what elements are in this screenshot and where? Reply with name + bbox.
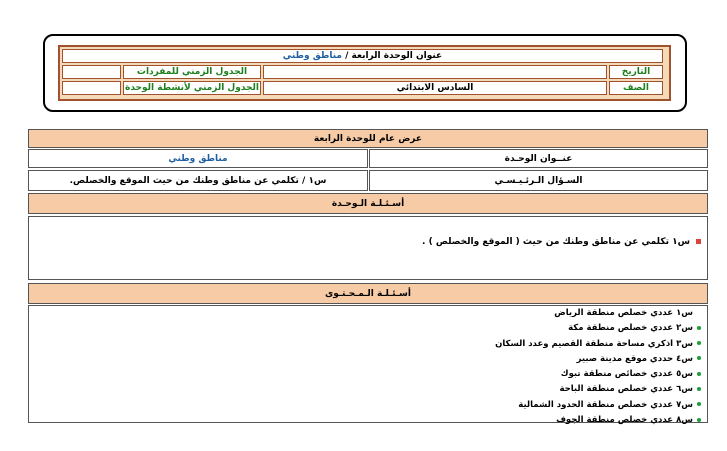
content-question-text: س٥ عددي خصائص منطقة تبوك bbox=[560, 369, 693, 380]
bullet-dot-icon bbox=[697, 356, 701, 360]
content-question-text: س٢ عددي خصلص منطقة مكة bbox=[568, 323, 693, 334]
class-value: السادس الابتدائي bbox=[263, 81, 607, 95]
content-questions-list bbox=[495, 306, 701, 428]
bullet-dot-icon bbox=[697, 418, 701, 422]
content-question-item bbox=[495, 337, 701, 352]
bullet-square-icon bbox=[696, 239, 701, 244]
unit-title-prefix: عنوان الوحدة الرابعة / bbox=[341, 51, 443, 61]
content-question-text: س٣ اذكري مساحة منطقة القصيم وعدد السكان bbox=[495, 338, 693, 349]
unit-label: عنــوان الوحـدة bbox=[369, 149, 708, 168]
activities-value bbox=[62, 81, 121, 95]
activities-label: الجدول الزمني لأنشطة الوحدة bbox=[123, 81, 261, 95]
unit-question-item bbox=[422, 237, 701, 247]
unit-question-text: س١ تكلمي عن مناطق وطنك من حيث ( الموقع والخصلص ) . bbox=[422, 237, 690, 247]
content-question-item bbox=[495, 352, 701, 367]
unit-title-name: مناطق وطني bbox=[282, 51, 342, 61]
unit-value: مناطق وطني bbox=[28, 149, 368, 168]
date-label: التاريخ bbox=[609, 65, 663, 79]
class-label: الصف bbox=[609, 81, 663, 95]
unit-title bbox=[62, 49, 663, 63]
unit-questions-box bbox=[28, 216, 708, 280]
bullet-dot-icon bbox=[697, 372, 701, 376]
content-question-text: س٨ عددي خصلص منطقة الجوف bbox=[556, 415, 693, 426]
schedule-label: الجدول الزمني للمفردات bbox=[123, 65, 261, 79]
bullet-dot-icon bbox=[697, 402, 701, 406]
overview-title: عرض عام للوحدة الرابعة bbox=[28, 129, 708, 148]
header-table bbox=[58, 45, 671, 101]
content-question-text: س٦ عددي خصلص منطقة الباحة bbox=[559, 384, 693, 395]
main-question-value: س١ / تكلمي عن مناطق وطنك من حيث الموقع والخصلص. bbox=[28, 170, 368, 191]
content-question-item bbox=[495, 367, 701, 382]
content-question-item bbox=[495, 382, 701, 397]
content-question-item bbox=[495, 306, 701, 321]
content-questions-title: أسـئـلـة الـمـحـتـوى bbox=[28, 283, 708, 304]
bullet-dot-icon bbox=[697, 326, 701, 330]
bullet-dot-icon bbox=[697, 341, 701, 345]
bullet-dot-icon bbox=[697, 387, 701, 391]
main-question-label: السـؤال الـرئـيـسـي bbox=[369, 170, 708, 191]
content-question-item bbox=[495, 321, 701, 336]
content-question-item bbox=[495, 413, 701, 428]
schedule-value bbox=[62, 65, 121, 79]
content-question-item bbox=[495, 398, 701, 413]
content-question-text: س١ عددي خصلص منطقة الرياض bbox=[554, 308, 693, 318]
content-questions-box bbox=[28, 305, 708, 426]
unit-questions-title: أسـئـلـة الـوحـدة bbox=[28, 193, 708, 214]
content-question-text: س٧ عددي خصلص منطقة الحدود الشمالية bbox=[518, 399, 693, 410]
date-value bbox=[263, 65, 607, 79]
content-question-text: س٤ حددي موقع مدينة صبير bbox=[576, 353, 693, 364]
